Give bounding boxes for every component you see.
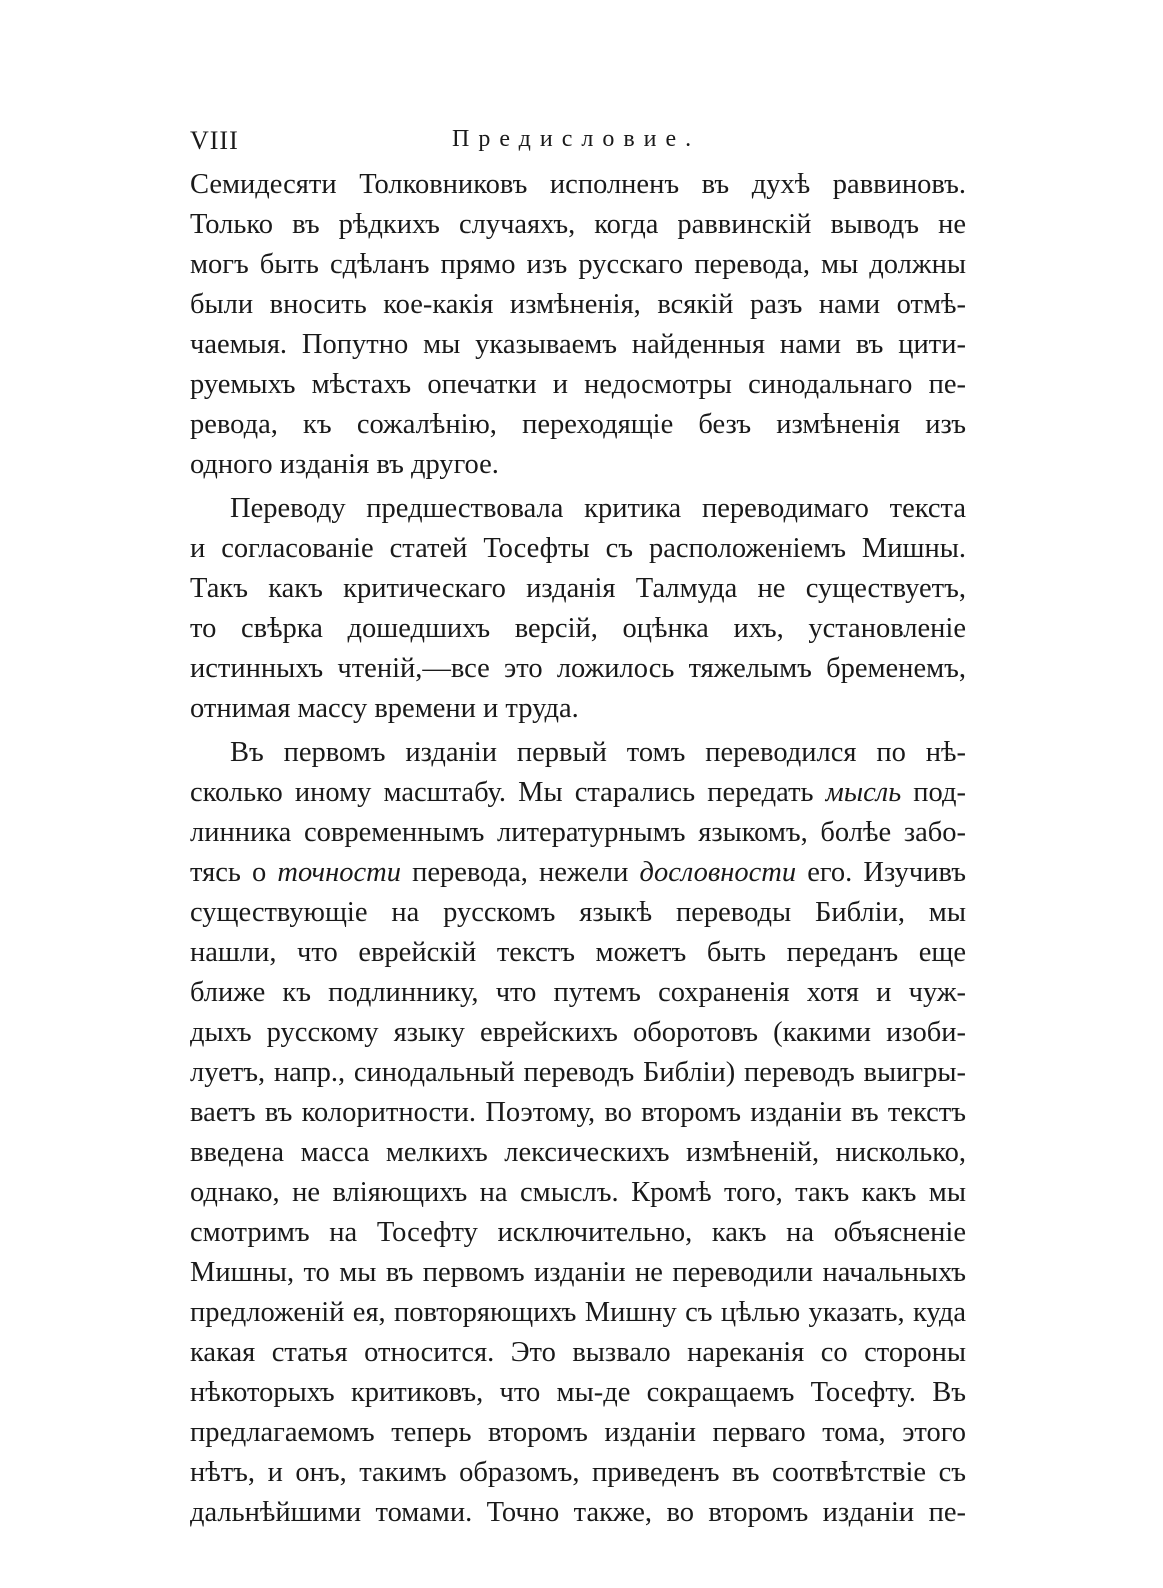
text-line: введена масса мелкихъ лексическихъ измѣненій, нисколько, bbox=[190, 1137, 966, 1168]
text-line: линника современнымъ литературнымъ языкомъ, болѣе забо- bbox=[190, 817, 966, 848]
paragraph-1 bbox=[190, 165, 966, 485]
text-line: дыхъ русскому языку еврейскихъ оборотовъ (какими изоби- bbox=[190, 1017, 966, 1048]
text-line: истинныхъ чтеній,—все это ложилось тяжелымъ бременемъ, bbox=[190, 653, 966, 684]
text-line: нѣтъ, и онъ, такимъ образомъ, приведенъ въ соотвѣтствіе съ bbox=[190, 1457, 966, 1488]
text-line: тясь о точности перевода, нежели дословности его. Изучивъ bbox=[190, 857, 966, 888]
text-line: Въ первомъ изданіи первый томъ переводился по нѣ- bbox=[230, 737, 966, 768]
text-line: какая статья относится. Это вызвало нареканія со стороны bbox=[190, 1337, 966, 1368]
text-line: луетъ, напр., синодальный переводъ Библіи) переводъ выигры- bbox=[190, 1057, 966, 1088]
text-line: чаемыя. Попутно мы указываемъ найденныя нами въ цити- bbox=[190, 329, 966, 360]
text-line: и согласованіе статей Тосефты съ расположеніемъ Мишны. bbox=[190, 533, 966, 564]
emphasized-word: дословности bbox=[639, 857, 797, 888]
text-line: отнимая массу времени и труда. bbox=[190, 693, 579, 724]
text-line: были вносить кое-какія измѣненія, всякій разъ нами отмѣ- bbox=[190, 289, 966, 320]
text-line: предлагаемомъ теперь второмъ изданіи перваго тома, этого bbox=[190, 1417, 966, 1448]
text-line: нѣкоторыхъ критиковъ, что мы-де сокращаемъ Тосефту. Въ bbox=[190, 1377, 966, 1408]
text-line: однако, не вліяющихъ на смыслъ. Кромѣ того, такъ какъ мы bbox=[190, 1177, 966, 1208]
running-title: Предисловие. bbox=[452, 126, 701, 152]
text-line: Такъ какъ критическаго изданія Талмуда не существуетъ, bbox=[190, 573, 966, 604]
text-line: Мишны, то мы въ первомъ изданіи не переводили начальныхъ bbox=[190, 1257, 966, 1288]
text-line: то свѣрка дошедшихъ версій, оцѣнка ихъ, установленіе bbox=[190, 613, 966, 644]
text-line: Только въ рѣдкихъ случаяхъ, когда раввинскій выводъ не bbox=[190, 209, 966, 240]
text-line: ваетъ въ колоритности. Поэтому, во второмъ изданіи въ текстъ bbox=[190, 1097, 966, 1128]
text-line: смотримъ на Тосефту исключительно, какъ на объясненіе bbox=[190, 1217, 966, 1248]
page-number: VIII bbox=[190, 126, 239, 155]
text-line: руемыхъ мѣстахъ опечатки и недосмотры синодальнаго пе- bbox=[190, 369, 966, 400]
text-line: нашли, что еврейскій текстъ можетъ быть переданъ еще bbox=[190, 937, 966, 968]
text-line: существующіе на русскомъ языкѣ переводы Библіи, мы bbox=[190, 897, 966, 928]
text-line: могъ быть сдѣланъ прямо изъ русскаго перевода, мы должны bbox=[190, 249, 966, 280]
text-line: предложеній ея, повторяющихъ Мишну съ цѣлью указать, куда bbox=[190, 1297, 966, 1328]
page-header bbox=[190, 122, 964, 162]
text-line: сколько иному масштабу. Мы старались передать мысль под- bbox=[190, 777, 966, 808]
body-text bbox=[190, 165, 966, 1533]
text-line: Переводу предшествовала критика переводимаго текста bbox=[230, 493, 966, 524]
emphasized-word: мысль bbox=[825, 777, 902, 808]
paragraph-2 bbox=[190, 489, 966, 729]
text-line: одного изданія въ другое. bbox=[190, 449, 499, 480]
paragraph-3 bbox=[190, 733, 966, 1533]
text-line: ревода, къ сожалѣнію, переходящіе безъ измѣненія изъ bbox=[190, 409, 966, 440]
emphasized-word: точности bbox=[277, 857, 401, 888]
text-line: дальнѣйшими томами. Точно также, во второмъ изданіи пе- bbox=[190, 1497, 966, 1528]
text-line: Семидесяти Толковниковъ исполненъ въ духѣ раввиновъ. bbox=[190, 169, 966, 200]
text-line: ближе къ подлиннику, что путемъ сохраненія хотя и чуж- bbox=[190, 977, 966, 1008]
